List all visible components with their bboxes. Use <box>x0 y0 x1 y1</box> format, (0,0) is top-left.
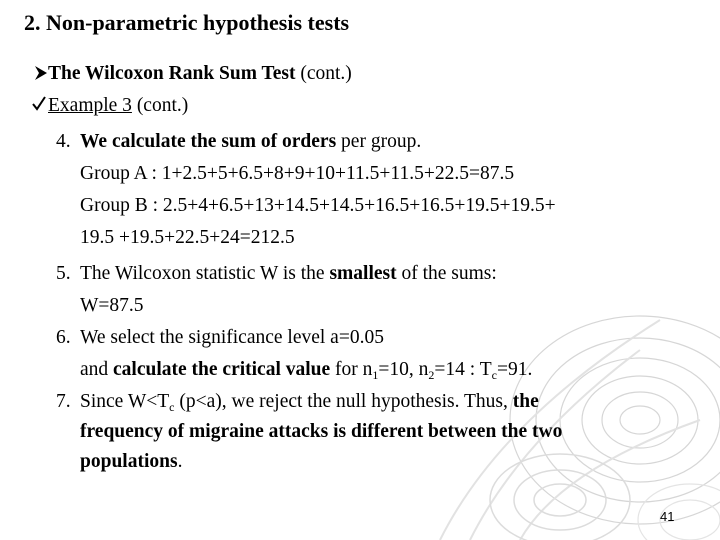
bullet-wilcoxon-heading <box>48 62 352 86</box>
step-6-part-d: =14 : T <box>434 359 492 380</box>
step-7-part-b: (p<a), we reject the null hypothesis. Thus, <box>174 391 513 412</box>
step-4-number: 4. <box>56 131 71 152</box>
step-5-part-a: The Wilcoxon statistic W is the <box>80 263 330 284</box>
step-5-number: 5. <box>56 263 71 284</box>
step-7-bold-2: frequency of migraine attacks is different between the two <box>80 421 563 442</box>
step-7-sub-tc: c <box>169 400 175 414</box>
step-7-line1 <box>80 390 539 414</box>
step-5-text <box>80 262 497 286</box>
step-7-number: 7. <box>56 391 71 412</box>
step-7-line2 <box>80 420 562 444</box>
group-b-sum-line2: 19.5 +19.5+22.5+24=212.5 <box>80 227 295 248</box>
step-6-sub-tc: c <box>491 368 497 382</box>
checkmark-bullet-icon <box>32 94 46 118</box>
step-6-number: 6. <box>56 327 71 348</box>
step-6-part-a: and <box>80 359 114 380</box>
group-a-sum: Group A : 1+2.5+5+6.5+8+9+10+11.5+11.5+22.5=87.5 <box>80 163 515 184</box>
step-7-end: . <box>177 451 183 472</box>
step-4-rest: per group. <box>336 131 422 152</box>
example-underlined-text: Example 3 <box>48 95 132 116</box>
heading-rest-text: (cont.) <box>295 63 352 84</box>
step-7-bold-3: populations <box>80 451 178 472</box>
step-7-part-a: Since W<T <box>80 391 170 412</box>
step-6-part-e: =91. <box>496 359 533 380</box>
step-6-line1: We select the significance level a=0.05 <box>80 327 384 348</box>
arrow-bullet-icon <box>34 64 48 88</box>
step-4-bold: We calculate the sum of orders <box>80 131 337 152</box>
step-6-sub-n2: 2 <box>428 368 435 382</box>
step-7-bold-1: the <box>512 391 539 412</box>
page-number: 41 <box>660 509 675 524</box>
example-rest-text: (cont.) <box>131 95 189 116</box>
step-5-part-b: of the sums: <box>396 263 497 284</box>
step-5-bold: smallest <box>329 263 397 284</box>
step-5-w-value: W=87.5 <box>80 295 144 316</box>
step-6-bold: calculate the critical value <box>113 359 331 380</box>
step-6-sub-n1: 1 <box>372 368 379 382</box>
step-6-line2 <box>80 358 532 382</box>
slide-title: 2. Non-parametric hypothesis tests <box>24 10 350 35</box>
group-b-sum-line1: Group B : 2.5+4+6.5+13+14.5+14.5+16.5+16.5+19.5+19.5+ <box>80 195 556 216</box>
step-7-line3 <box>80 450 182 474</box>
step-4-text <box>80 130 421 154</box>
bullet-example <box>48 94 188 118</box>
step-6-part-b: for n <box>330 359 373 380</box>
heading-bold-text: The Wilcoxon Rank Sum Test <box>48 63 296 84</box>
step-6-part-c: =10, n <box>378 359 429 380</box>
